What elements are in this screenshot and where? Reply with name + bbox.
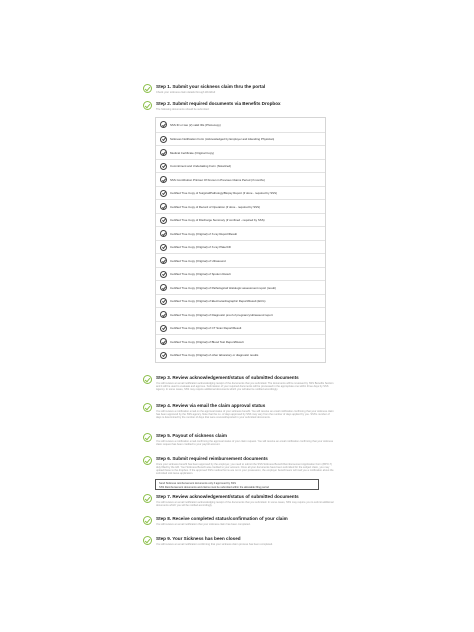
check-circle-icon (160, 163, 167, 170)
reimbursement-note-box (155, 479, 319, 490)
check-circle-icon (160, 230, 167, 237)
document-item (156, 145, 325, 159)
document-label: Sickness Notification Form (Acknowledged by Employer and Attending Physician) (170, 137, 275, 141)
check-circle-icon (160, 298, 167, 305)
check-circle-icon (160, 244, 167, 251)
document-item (156, 199, 325, 213)
document-label: Certified True Copy of Discharge Summary (if confined - required by SSS) (170, 218, 265, 222)
check-circle-icon (160, 190, 167, 197)
step-description: You will receive an email notification acknowledging receipt of the documents that you submitted. In some cases, SSS may require you to submit additional documents which you will be notified accordingly. (156, 500, 334, 507)
check-circle-icon (160, 203, 167, 210)
step-description: Check your sickness claim details through WorkFull (156, 90, 216, 94)
check-circle-icon (143, 84, 152, 93)
step-description: Once your sickness benefit has been approved by the employer, you need to submit the SSS Sickness Benefit Reimbursement Application Form (BPO-7) duly filled by the HR. Your Sickness Benefit was credited to your account. Once all your documents have been submitted for the subject claim, you may upload these to the dropbox. If the approved SSS medical forms are not in your possession, the employer benefit team will mail you a notification about the submitted sick leave application. (156, 462, 334, 476)
document-label: Commitment and Undertaking Form (Notarized) (170, 164, 232, 168)
step-title: Step 7. Review acknowledgement/status of submitted documents (156, 494, 299, 499)
document-item (156, 240, 325, 254)
document-label: Certified True Copy (Original) of Ultrasound (170, 258, 226, 263)
document-label: Certified True Copy (Original) of Diagnostic proof of pregnancy/ultrasound report (170, 312, 273, 317)
document-label: Certified True Copy (Original) of Sputum Result (170, 272, 231, 276)
check-circle-icon (143, 101, 152, 110)
document-item (156, 294, 325, 308)
document-item (156, 321, 325, 335)
step-description: You will receive an email notification confirming that your sickness claim process has been completed. (156, 542, 273, 546)
document-item (156, 226, 325, 240)
document-item (156, 159, 325, 173)
step-3 (143, 375, 333, 404)
document-label: Certified True Copy of Record of Operation (if done - required by SSS) (170, 204, 260, 209)
document-item (156, 132, 325, 146)
document-label: Certified True Copy (Original) of Pathological/ Histologic assessment report (result) (170, 285, 276, 290)
check-circle-icon (143, 403, 152, 412)
check-circle-icon (160, 352, 167, 359)
check-circle-icon (143, 375, 152, 384)
step-description: The following documents should be submitted: (156, 107, 210, 111)
step-title: Step 2. Submit required documents via Benefits Dropbox (156, 101, 281, 106)
check-circle-icon (160, 271, 167, 278)
step-5 (143, 433, 333, 455)
document-item (156, 118, 325, 132)
check-circle-icon (143, 516, 152, 525)
document-item (156, 186, 325, 200)
step-title: Step 5. Payout of sickness claim (156, 433, 227, 438)
document-label: Certified True Copy of Surgical/Pathology/Biopsy Report (if done - required by SSS) (170, 191, 278, 195)
step-8 (143, 516, 333, 532)
check-circle-icon (160, 325, 167, 332)
check-circle-icon (160, 121, 167, 128)
step-description: You will receive a notification email on the approval status of your sickness benefit. You will receive an email notification confirming that your sickness claim has been approved by the SSS agency. Note that the no. of days approved by SSS may vary from the number of days applied by you. SSS's number of days is determined by the number of days that were covered/reported in your submitted documents. (156, 409, 334, 420)
document-item (156, 172, 325, 186)
check-circle-icon (143, 494, 152, 503)
step-description: You will receive a notification email confirming the approval status of your claim request. You will receive an email notification confirming that your sickness claim request has been credited to your payroll account. (156, 439, 334, 446)
document-item (156, 253, 325, 267)
document-item (156, 334, 325, 348)
document-label: Certified True Copy (Original) of Blood Test Report/Result (170, 339, 244, 344)
document-label: Certified True Copy (Original) of X-ray Report/Result (170, 231, 237, 236)
document-label: Certified True Copy (Original) of other laboratory or diagnostic results (170, 353, 259, 357)
step-title: Step 6. Submit required reimbursement documents (156, 456, 268, 461)
step-2 (143, 101, 333, 117)
document-label: Certified True Copy (Original) of Electrocardiographic Report/Result (ECG) (170, 299, 266, 303)
document-label: Certified True Copy (Original) of X-ray Plate/CD (170, 245, 231, 249)
step-title: Step 4. Review via email the claim approval status (156, 403, 266, 408)
document-label: SSS Contribution Printout Of Known in Previous Claims Period (if months) (170, 177, 265, 182)
check-circle-icon (160, 284, 167, 291)
step-description: You will receive an email notification that your sickness claim has been completed. (156, 522, 251, 526)
step-title: Step 1. Submit your sickness claim thru the portal (156, 84, 266, 89)
document-item (156, 280, 325, 294)
check-circle-icon (160, 311, 167, 318)
step-title: Step 9. Your Sickness has been closed (156, 536, 241, 541)
note-line-2: SSS Reimbursement documents and claims must be submitted within the allowable filing period (159, 486, 269, 489)
document-item (156, 307, 325, 321)
step-description: You will receive an email notification acknowledging receipt of the documents that you submitted. The documents will be reviewed by SSS Benefits Section and it will be used to evaluate and approve. Submission of your required documents will be processed in the appropriate one within three days by SSS Agency. In some cases, SSS may require additional documents which you will also be notified accordingly. (156, 381, 334, 392)
check-circle-icon (160, 217, 167, 224)
step-title: Step 3. Review acknowledgement/status of submitted documents (156, 375, 299, 380)
check-circle-icon (143, 536, 152, 545)
document-item (156, 348, 325, 362)
step-4 (143, 403, 333, 431)
document-item (156, 267, 325, 281)
check-circle-icon (143, 456, 152, 465)
check-circle-icon (143, 433, 152, 442)
note-line-1: Send Sickness reimbursement documents only if approved by SSS (159, 482, 236, 485)
step-title: Step 8. Receive completed status/confirmation of your claim (156, 516, 288, 521)
check-circle-icon (160, 257, 167, 264)
document-label: Medical Certificate (Original Copy) (170, 150, 215, 155)
step-1 (143, 84, 333, 102)
required-documents-list (155, 117, 326, 363)
document-label: Certified True Copy (Original) of CT Scan Report/Result (170, 326, 242, 330)
document-label: SSS ID or two (2) valid IDs (Photocopy) (170, 122, 221, 127)
step-7 (143, 494, 333, 510)
check-circle-icon (160, 338, 167, 345)
check-circle-icon (160, 176, 167, 183)
document-item (156, 213, 325, 227)
check-circle-icon (160, 149, 167, 156)
step-9 (143, 536, 333, 552)
check-circle-icon (160, 136, 167, 143)
step-6 (143, 456, 333, 478)
